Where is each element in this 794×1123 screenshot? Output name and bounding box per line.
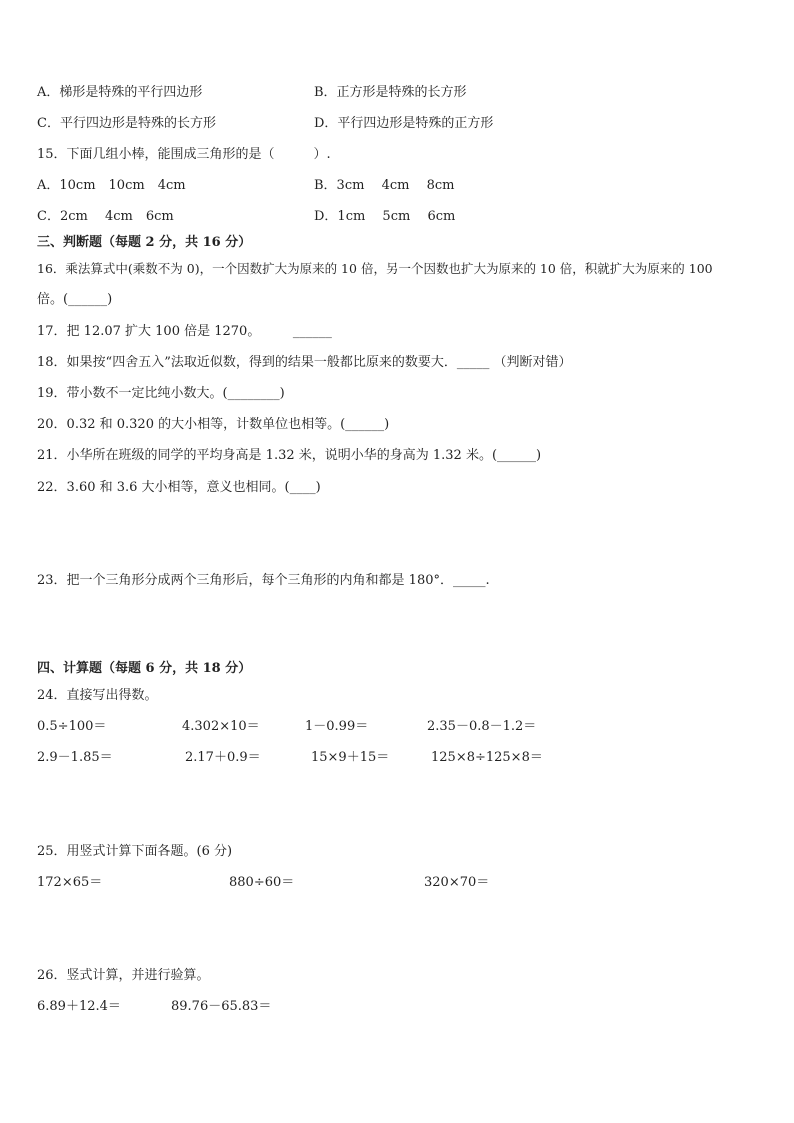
q26-item: 6.89＋12.4＝ xyxy=(37,999,121,1014)
q23: 23．把一个三角形分成两个三角形后，每个三角形的内角和都是 180°．_____. xyxy=(37,573,490,588)
q16-line2: 倍。(______) xyxy=(37,292,113,307)
q24-item: 125×8÷125×8＝ xyxy=(431,750,543,765)
section4-heading: 四、计算题（每题 6 分，共 18 分） xyxy=(37,661,252,676)
q17: 17．把 12.07 扩大 100 倍是 1270。 ______ xyxy=(37,324,332,339)
q14-option-a: A．梯形是特殊的平行四边形 xyxy=(37,85,203,100)
q24-item: 2.35－0.8－1.2＝ xyxy=(427,719,537,734)
q24-item: 0.5÷100＝ xyxy=(37,719,107,734)
q24-item: 1－0.99＝ xyxy=(305,719,369,734)
q26-item: 89.76－65.83＝ xyxy=(171,999,272,1014)
q14-option-c: C．平行四边形是特殊的长方形 xyxy=(37,116,216,131)
q25-item: 172×65＝ xyxy=(37,875,103,890)
q20: 20．0.32 和 0.320 的大小相等，计数单位也相等。(______) xyxy=(37,417,390,432)
q24-stem: 24．直接写出得数。 xyxy=(37,688,158,703)
q24-item: 4.302×10＝ xyxy=(182,719,260,734)
section3-heading: 三、判断题（每题 2 分，共 16 分） xyxy=(37,235,252,250)
q22: 22．3.60 和 3.6 大小相等，意义也相同。(____) xyxy=(37,480,321,495)
q15-stem: 15．下面几组小棒，能围成三角形的是（ ）. xyxy=(37,147,331,162)
q16-line1: 16．乘法算式中(乘数不为 0)，一个因数扩大为原来的 10 倍，另一个因数也扩大为原来的 10 倍，积就扩大为原来的 100 xyxy=(37,261,713,276)
q15-option-c: C．2cm 4cm 6cm xyxy=(37,209,174,224)
q24-item: 2.9－1.85＝ xyxy=(37,750,113,765)
q25-item: 320×70＝ xyxy=(424,875,490,890)
q25-stem: 25．用竖式计算下面各题。(6 分) xyxy=(37,844,233,859)
q14-option-d: D．平行四边形是特殊的正方形 xyxy=(314,116,494,131)
q25-item: 880÷60＝ xyxy=(229,875,295,890)
q15-option-b: B．3cm 4cm 8cm xyxy=(314,178,455,193)
q26-stem: 26．竖式计算，并进行验算。 xyxy=(37,968,210,983)
q19: 19．带小数不一定比纯小数大。(________) xyxy=(37,386,285,401)
q15-option-d: D．1cm 5cm 6cm xyxy=(314,209,456,224)
q14-option-b: B．正方形是特殊的长方形 xyxy=(314,85,467,100)
q18: 18．如果按“四舍五入”法取近似数，得到的结果一般都比原来的数要大．_____ （判断对错） xyxy=(37,355,572,370)
q24-item: 15×9＋15＝ xyxy=(311,750,390,765)
q21: 21．小华所在班级的同学的平均身高是 1.32 米，说明小华的身高为 1.32 米。(______) xyxy=(37,448,542,463)
q15-option-a: A．10cm 10cm 4cm xyxy=(37,178,186,193)
q24-item: 2.17＋0.9＝ xyxy=(185,750,261,765)
